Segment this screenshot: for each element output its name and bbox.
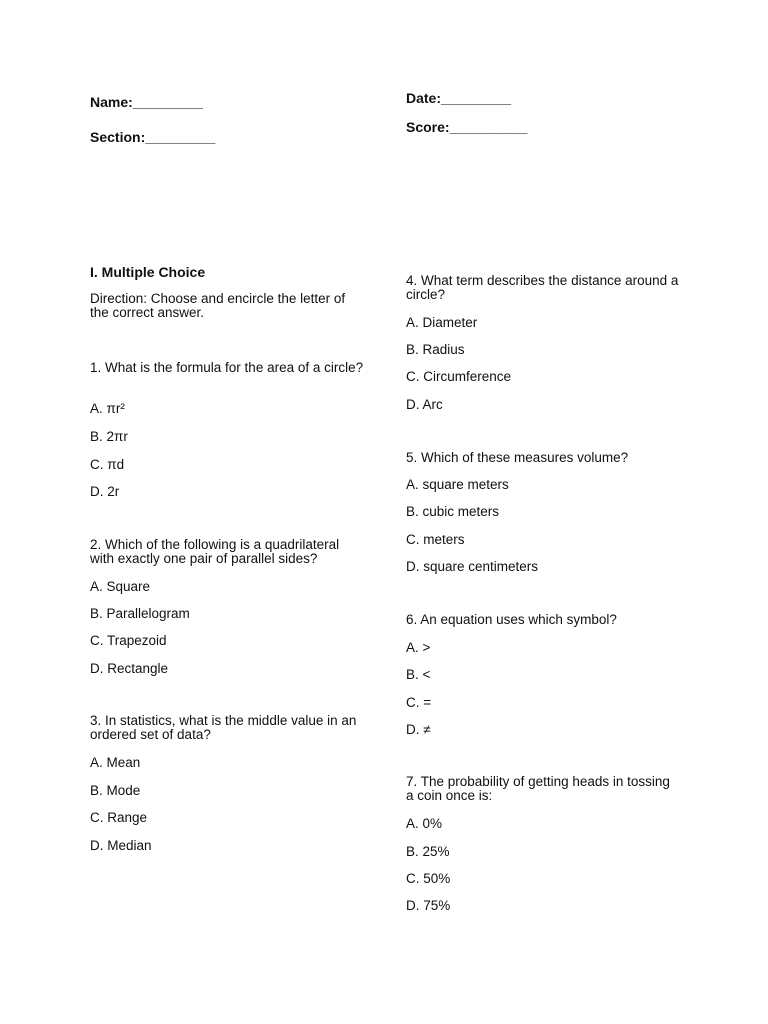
choice-c[interactable]: C. 50% [406, 871, 451, 886]
choice-a[interactable]: A. πr² [90, 401, 125, 416]
choice-a[interactable]: A. Square [90, 579, 151, 594]
choice-d[interactable]: D. 75% [406, 898, 451, 913]
choice-b[interactable]: B. 2πr [90, 429, 128, 444]
choice-b[interactable]: B. cubic meters [406, 504, 500, 519]
choice-d[interactable]: D. 2r [90, 484, 120, 499]
question-text: 7. The probability of getting heads in tossing a coin once is: [406, 774, 670, 803]
choice-c[interactable]: C. meters [406, 532, 465, 547]
choice-a[interactable]: A. Diameter [406, 315, 478, 330]
name-field[interactable]: Name:_________ [90, 94, 203, 110]
choice-d[interactable]: D. ≠ [406, 722, 431, 737]
choice-a[interactable]: A. 0% [406, 816, 443, 831]
choice-c[interactable]: C. Circumference [406, 369, 512, 384]
score-field[interactable]: Score:__________ [406, 119, 528, 135]
choice-d[interactable]: D. Arc [406, 397, 443, 412]
section-field[interactable]: Section:_________ [90, 129, 216, 145]
choice-b[interactable]: B. 25% [406, 844, 450, 859]
question-text: 4. What term describes the distance around a circle? [406, 273, 679, 302]
question-text: 5. Which of these measures volume? [406, 450, 629, 465]
choice-a[interactable]: A. Mean [90, 755, 141, 770]
choice-d[interactable]: D. Rectangle [90, 661, 169, 676]
part-title: I. Multiple Choice [90, 264, 206, 280]
date-field[interactable]: Date:_________ [406, 90, 512, 106]
choice-b[interactable]: B. < [406, 667, 431, 682]
choice-c[interactable]: C. Trapezoid [90, 633, 167, 648]
choice-c[interactable]: C. = [406, 695, 432, 710]
direction-text: Direction: Choose and encircle the letter of the correct answer. [90, 291, 346, 320]
question-text: 3. In statistics, what is the middle value in an ordered set of data? [90, 713, 357, 742]
question-text: 6. An equation uses which symbol? [406, 612, 617, 627]
choice-a[interactable]: A. square meters [406, 477, 509, 492]
choice-d[interactable]: D. Median [90, 838, 152, 853]
choice-c[interactable]: C. πd [90, 457, 125, 472]
choice-d[interactable]: D. square centimeters [406, 559, 539, 574]
question-text: 1. What is the formula for the area of a circle? [90, 360, 364, 375]
choice-b[interactable]: B. Parallelogram [90, 606, 190, 621]
choice-c[interactable]: C. Range [90, 810, 148, 825]
choice-b[interactable]: B. Radius [406, 342, 465, 357]
choice-b[interactable]: B. Mode [90, 783, 141, 798]
choice-a[interactable]: A. > [406, 640, 431, 655]
question-text: 2. Which of the following is a quadrilateral with exactly one pair of parallel sides? [90, 537, 340, 566]
